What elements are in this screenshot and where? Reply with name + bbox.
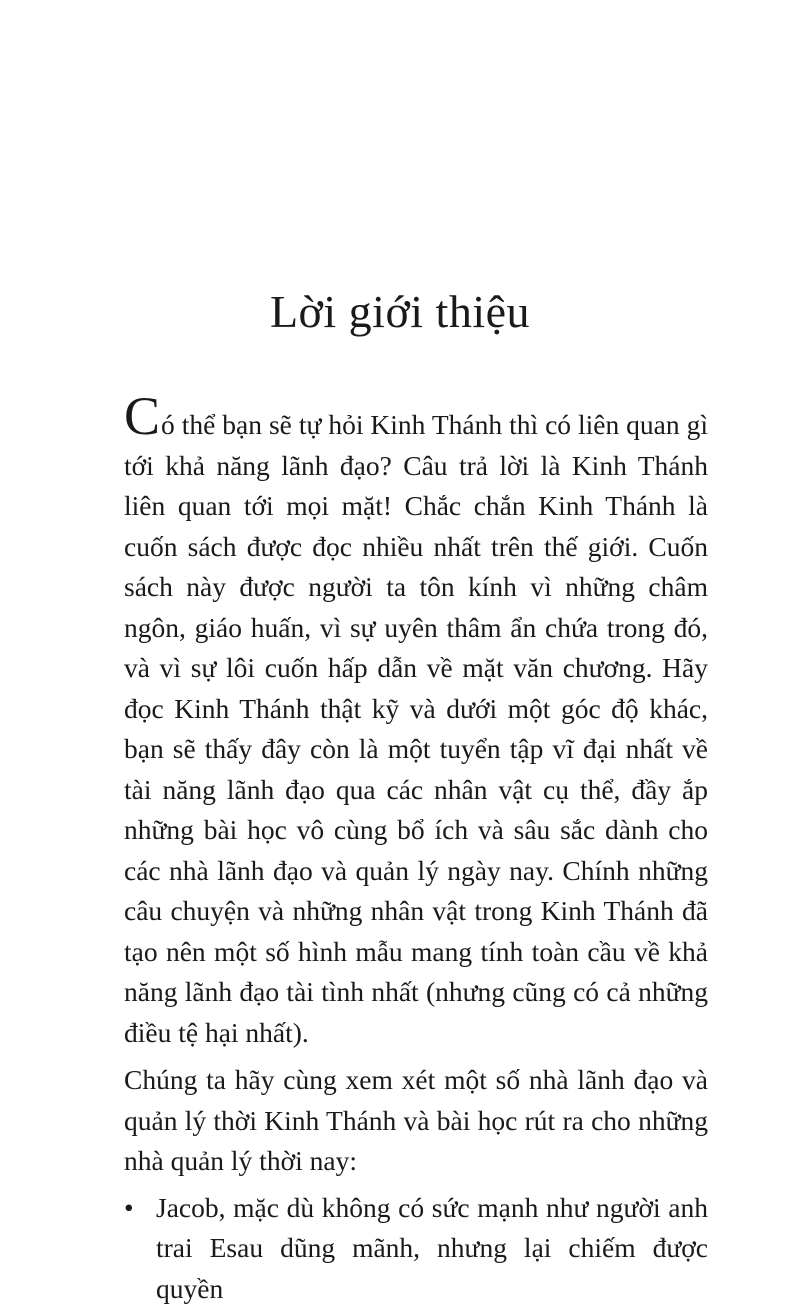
- paragraph-1: [124, 386, 708, 1053]
- chapter-title: Lời giới thiệu: [269, 286, 531, 337]
- drop-cap: C: [124, 386, 161, 446]
- paragraph-1-text: ó thể bạn sẽ tự hỏi Kinh Thánh thì có liên quan gì tới khả năng lãnh đạo? Câu trả lời là Kinh Thánh liên quan tới mọi mặt! Chắc chắn Kinh Thánh là cuốn sách được đọc nhiều nhất trên thế giới. Cuốn sách này được người ta tôn kính vì những châm ngôn, giáo huấn, vì sự uyên thâm ẩn chứa trong đó, và vì sự lôi cuốn hấp dẫn về mặt văn chương. Hãy đọc Kinh Thánh thật kỹ và dưới một góc độ khác, bạn sẽ thấy đây còn là một tuyển tập vĩ đại nhất về tài năng lãnh đạo qua các nhân vật cụ thể, đầy ắp những bài học vô cùng bổ ích và sâu sắc dành cho các nhà lãnh đạo và quản lý ngày nay. Chính những câu chuyện và những nhân vật trong Kinh Thánh đã tạo nên một số hình mẫu mang tính toàn cầu về khả năng lãnh đạo tài tình nhất (nhưng cũng có cả những điều tệ hại nhất).: [124, 409, 708, 1048]
- bullet-item-text: Jacob, mặc dù không có sức mạnh như người anh trai Esau dũng mãnh, nhưng lại chiếm được quyền: [156, 1191, 708, 1304]
- bullet-dot-icon: •: [124, 1191, 134, 1223]
- bullet-item: [124, 1188, 708, 1309]
- bullet-list: [124, 1188, 708, 1309]
- paragraph-2: Chúng ta hãy cùng xem xét một số nhà lãnh đạo và quản lý thời Kinh Thánh và bài học rút ra cho những nhà quản lý thời nay:: [124, 1064, 708, 1176]
- body-text: [124, 386, 708, 1309]
